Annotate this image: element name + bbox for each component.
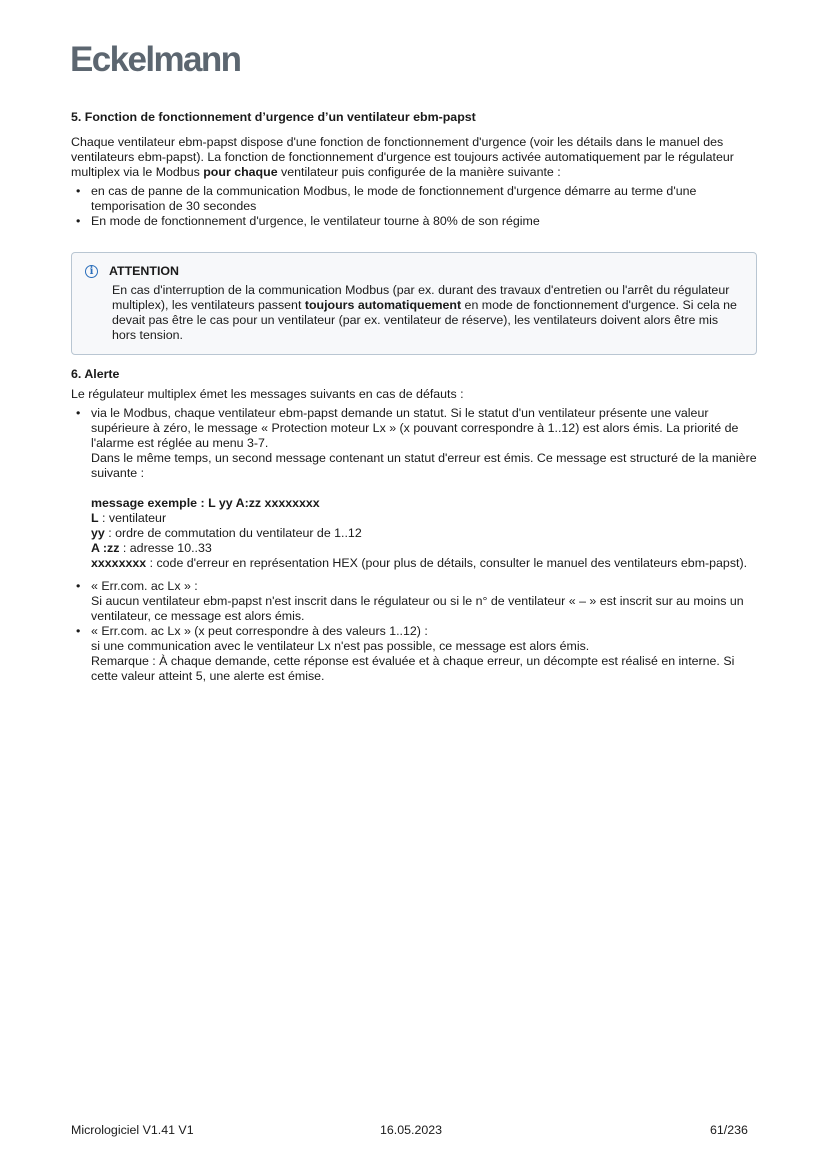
info-icon: i	[85, 265, 98, 278]
footer-software-version: Micrologiciel V1.41 V1	[71, 1123, 194, 1137]
definition-A: A :zz : adresse 10..33	[91, 541, 212, 555]
definition-x: xxxxxxxx : code d'erreur en représentation HEX (pour plus de détails, consulter le manuel des ventilateurs ebm-papst).	[91, 556, 748, 570]
brand-logo: Eckelmann	[70, 40, 241, 79]
section-6-intro: Le régulateur multiplex émet les messages suivants en cas de défauts :	[71, 387, 464, 401]
list-item: • « Err.com. ac Lx » (x peut correspondre à des valeurs 1..12) : si une communication avec le ventilateur Lx n'est pas possible, ce message est alors émis. Remarque : À chaque demande, cette réponse est évaluée et à chaque erreur, un décompte est réalisé en interne. Si cette valeur atteint 5, une alerte est émise.	[71, 624, 757, 684]
section-6	[71, 367, 757, 684]
list-item: • En mode de fonctionnement d'urgence, le ventilateur tourne à 80% de son régime	[71, 214, 757, 229]
definition-yy: yy : ordre de commutation du ventilateur de 1..12	[91, 526, 362, 540]
list-item: • en cas de panne de la communication Modbus, le mode de fonctionnement d'urgence démarre au terme d'une temporisation de 30 secondes	[71, 184, 757, 214]
example-message: message exemple : L yy A:zz xxxxxxxx	[91, 496, 320, 510]
section-5-list	[71, 184, 757, 229]
list-item: • « Err.com. ac Lx » : Si aucun ventilateur ebm-papst n'est inscrit dans le régulateur ou si le n° de ventilateur « – » est inscrit sur au moins un ventilateur, ce message est alors émis.	[71, 579, 757, 624]
section-6-title: 6. Alerte	[71, 367, 120, 381]
section-5-title: 5. Fonction de fonctionnement d’urgence d’un ventilateur ebm-papst	[71, 110, 476, 124]
section-6-list	[71, 406, 757, 684]
footer-page-number: 61/236	[710, 1123, 748, 1137]
section-5-intro: Chaque ventilateur ebm-papst dispose d'une fonction de fonctionnement d'urgence (voir les détails dans le manuel des ventilateurs ebm-papst). La fonction de fonctionnement d'urgence est toujours activée automatiquement par le régulateur multiplex via le Modbus pour chaque ventilateur puis configurée de la manière suivante :	[71, 135, 734, 179]
footer-date: 16.05.2023	[380, 1123, 443, 1137]
attention-text: En cas d'interruption de la communication Modbus (par ex. durant des travaux d'entretien ou l'arrêt du régulateur multiplex), les ventilateurs passent toujours automatiquement en mode de fonctionnement d'urgence. Si cela ne devait pas être le cas pour un ventilateur (par ex. ventilateur de réserve), les ventilateurs doivent alors être mis hors tension.	[112, 283, 737, 342]
attention-header	[85, 264, 744, 279]
list-item: • via le Modbus, chaque ventilateur ebm-papst demande un statut. Si le statut d'un ventilateur présente une valeur supérieure à zéro, le message « Protection moteur Lx » (x pouvant correspondre à 1..12) est alors émis. La priorité de l'alarme est réglée au menu 3-7. Dans le même temps, un second message contenant un statut d'erreur est émis. Ce message est structuré de la manière suivante : message exemple : L yy A:zz xxxxxxxx L : ventilateur yy : ordre de commutation du ventilateur de 1..12 A :zz : adresse 10..33 xxxxxxxx : code d'erreur en représentation HEX (pour plus de détails, consulter le manuel des ventilateurs ebm-papst).	[71, 406, 757, 579]
page-content	[71, 110, 757, 684]
attention-title: ATTENTION	[109, 264, 179, 278]
attention-box	[71, 252, 757, 355]
definition-L: L : ventilateur	[91, 511, 167, 525]
